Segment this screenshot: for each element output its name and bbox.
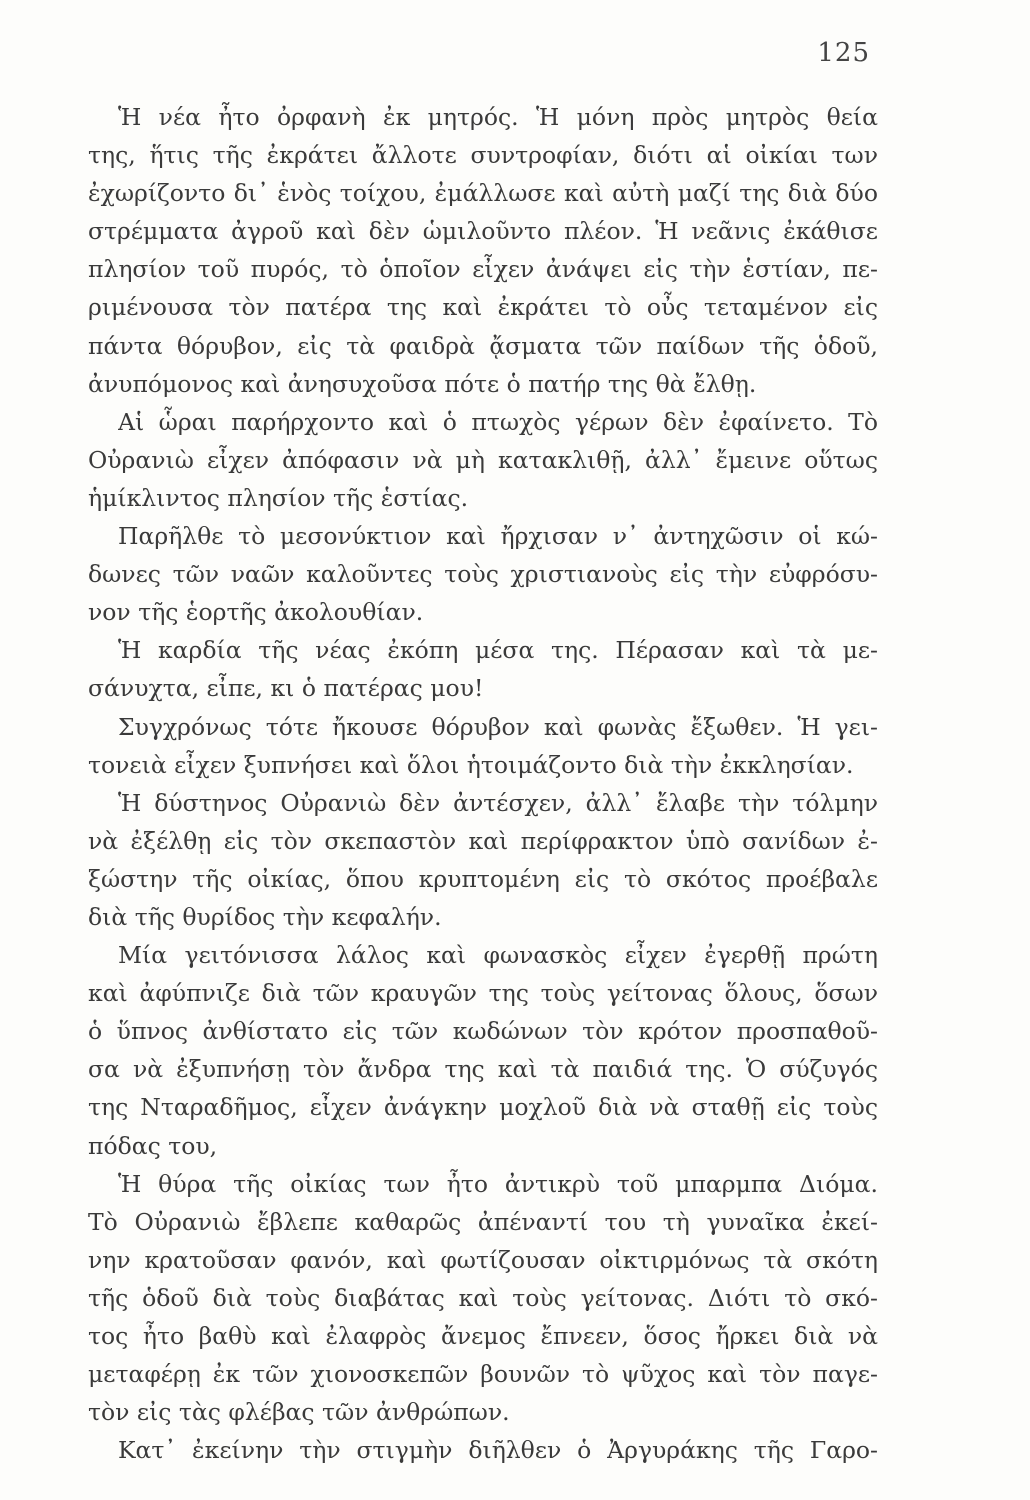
text-line: Ἡ δύστηνος Οὐρανιὼ δὲν ἀντέσχεν, ἀλλ᾿ ἔλαβε τὴν τόλμην <box>118 788 878 817</box>
body-text <box>88 98 878 1469</box>
text-line: δωνες τῶν ναῶν καλοῦντες τοὺς χριστιανοὺς εἰς τὴν εὐφρόσυ- <box>88 560 878 589</box>
text-line: πάντα θόρυβον, εἰς τὰ φαιδρὰ ᾄσματα τῶν παίδων τῆς ὁδοῦ, <box>88 331 878 360</box>
text-line: νην κρατοῦσαν φανόν, καὶ φωτίζουσαν οἰκτιρμόνως τὰ σκότη <box>88 1245 878 1274</box>
text-line: καὶ ἀφύπνιζε διὰ τῶν κραυγῶν της τοὺς γείτονας ὅλους, ὅσων <box>88 979 878 1008</box>
text-line: τῆς ὁδοῦ διὰ τοὺς διαβάτας καὶ τοὺς γείτονας. Διότι τὸ σκό- <box>88 1283 878 1312</box>
text-line: πόδας του, <box>88 1131 218 1160</box>
page-number: 125 <box>817 38 870 68</box>
text-line: τὸν εἰς τὰς φλέβας τῶν ἀνθρώπων. <box>88 1398 510 1427</box>
text-line: Μία γειτόνισσα λάλος καὶ φωνασκὸς εἶχεν ἐγερθῇ πρώτη <box>118 941 878 970</box>
text-line: ὁ ὕπνος ἀνθίστατο εἰς τῶν κωδώνων τὸν κρότον προσπαθοῦ- <box>88 1017 878 1046</box>
text-line: Συγχρόνως τότε ἤκουσε θόρυβον καὶ φωνὰς ἔξωθεν. Ἡ γει- <box>118 712 878 741</box>
text-line: Τὸ Οὐρανιὼ ἔβλεπε καθαρῶς ἀπέναντί του τὴ γυναῖκα ἐκεί- <box>88 1207 878 1236</box>
text-line: Ἡ καρδία τῆς νέας ἐκόπη μέσα της. Πέρασαν καὶ τὰ με- <box>118 636 878 665</box>
text-line: ἀνυπόμονος καὶ ἀνησυχοῦσα πότε ὁ πατήρ της θὰ ἔλθῃ. <box>88 369 757 398</box>
text-line: μεταφέρῃ ἐκ τῶν χιονοσκεπῶν βουνῶν τὸ ψῦχος καὶ τὸν παγε- <box>88 1360 878 1389</box>
text-line: Ἡ θύρα τῆς οἰκίας των ἦτο ἀντικρὺ τοῦ μπαρμπα Διόμα. <box>118 1169 878 1198</box>
text-line: σα νὰ ἐξυπνήσῃ τὸν ἄνδρα της καὶ τὰ παιδιά της. Ὁ σύζυγός <box>88 1055 878 1084</box>
text-line: της Νταραδῆμος, εἶχεν ἀνάγκην μοχλοῦ διὰ νὰ σταθῇ εἰς τοὺς <box>88 1093 878 1122</box>
text-line: νὰ ἐξέλθῃ εἰς τὸν σκεπαστὸν καὶ περίφρακτον ὑπὸ σανίδων ἐ- <box>88 826 878 855</box>
text-line: σάνυχτα, εἶπε, κι ὁ πατέρας μου! <box>88 674 484 703</box>
text-line: της, ἥτις τῆς ἐκράτει ἄλλοτε συντροφίαν, διότι αἱ οἰκίαι των <box>88 141 878 170</box>
text-line: τονειὰ εἶχεν ξυπνήσει καὶ ὅλοι ἡτοιμάζοντο διὰ τὴν ἐκκλησίαν. <box>88 750 854 779</box>
text-line: νον τῆς ἑορτῆς ἀκολουθίαν. <box>88 598 424 627</box>
text-line: Παρῆλθε τὸ μεσονύκτιον καὶ ἤρχισαν ν᾿ ἀντηχῶσιν οἱ κώ- <box>118 522 878 551</box>
text-line: στρέμματα ἀγροῦ καὶ δὲν ὡμιλοῦντο πλέον. Ἡ νεᾶνις ἐκάθισε <box>88 217 878 246</box>
text-line: διὰ τῆς θυρίδος τὴν κεφαλήν. <box>88 902 442 931</box>
text-line: τος ἦτο βαθὺ καὶ ἐλαφρὸς ἄνεμος ἔπνεεν, ὅσος ἤρκει διὰ νὰ <box>88 1322 878 1350</box>
text-line: Οὐρανιὼ εἶχεν ἀπόφασιν νὰ μὴ κατακλιθῇ, ἀλλ᾿ ἔμεινε οὕτως <box>88 445 878 474</box>
text-line: πλησίον τοῦ πυρός, τὸ ὁποῖον εἶχεν ἀνάψει εἰς τὴν ἑστίαν, πε- <box>88 255 878 284</box>
text-line: ριμένουσα τὸν πατέρα της καὶ ἐκράτει τὸ οὖς τεταμένον εἰς <box>88 293 878 322</box>
text-line: ἡμίκλιντος πλησίον τῆς ἑστίας. <box>88 483 469 512</box>
text-line: ξώστην τῆς οἰκίας, ὅπου κρυπτομένη εἰς τὸ σκότος προέβαλε <box>88 864 878 893</box>
text-line: Ἡ νέα ἦτο ὀρφανὴ ἐκ μητρός. Ἡ μόνη πρὸς μητρὸς θεία <box>118 103 878 131</box>
text-line: Αἱ ὧραι παρήρχοντο καὶ ὁ πτωχὸς γέρων δὲν ἐφαίνετο. Τὸ <box>118 407 878 436</box>
text-line: Κατ᾿ ἐκείνην τὴν στιγμὴν διῆλθεν ὁ Ἀργυράκης τῆς Γαρο- <box>118 1436 878 1465</box>
text-line: ἐχωρίζοντο δι᾿ ἑνὸς τοίχου, ἐμάλλωσε καὶ αὐτὴ μαζί της διὰ δύο <box>88 179 878 208</box>
